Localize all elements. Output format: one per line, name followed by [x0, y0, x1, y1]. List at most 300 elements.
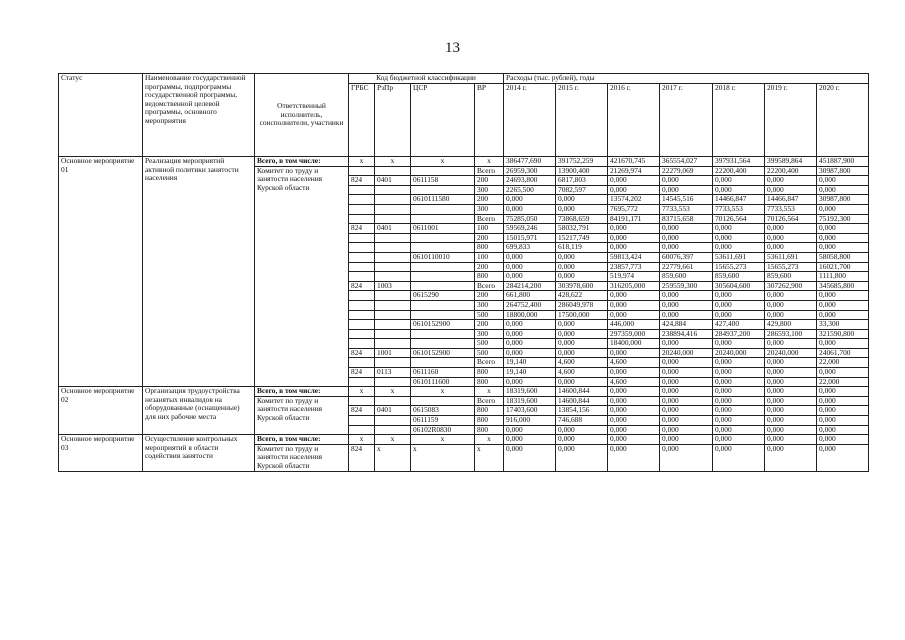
- value-cell: 0,000: [817, 425, 869, 435]
- rzpr-cell: х: [375, 387, 411, 397]
- csr-cell: 0610152900: [411, 348, 475, 358]
- value-cell: 0,000: [556, 262, 608, 272]
- csr-cell: [411, 272, 475, 282]
- value-cell: 4,600: [608, 377, 660, 387]
- grbs-cell: [349, 243, 375, 253]
- value-cell: 13854,156: [556, 406, 608, 416]
- value-cell: 58032,791: [556, 224, 608, 234]
- value-cell: 0,000: [817, 396, 869, 406]
- name-cell: Организация трудоустройства незанятых инвалидов на оборудованные (оснащенные) для них рабочие места: [143, 387, 255, 435]
- value-cell: 0,000: [765, 387, 817, 397]
- vr-cell: 500: [475, 310, 504, 320]
- value-cell: 286593,100: [765, 329, 817, 339]
- value-cell: 321590,800: [817, 329, 869, 339]
- value-cell: 427,400: [713, 320, 765, 330]
- vr-cell: 500: [475, 348, 504, 358]
- value-cell: 0,000: [765, 233, 817, 243]
- csr-cell: 0610152900: [411, 320, 475, 330]
- value-cell: 0,000: [608, 233, 660, 243]
- header-year: 2020 г.: [817, 84, 869, 157]
- vr-cell: 200: [475, 320, 504, 330]
- value-cell: 0,000: [556, 272, 608, 282]
- grbs-cell: 824: [349, 224, 375, 234]
- value-cell: 58058,800: [817, 252, 869, 262]
- rzpr-cell: 0401: [375, 406, 411, 416]
- rzpr-cell: 0401: [375, 176, 411, 186]
- value-cell: 0,000: [713, 368, 765, 378]
- value-cell: 0,000: [660, 396, 713, 406]
- vr-cell: 800: [475, 425, 504, 435]
- status-cell: Основное мероприятие 02: [59, 387, 143, 435]
- rzpr-cell: [375, 214, 411, 224]
- grbs-cell: [349, 166, 375, 176]
- value-cell: 22,000: [817, 358, 869, 368]
- csr-cell: [411, 214, 475, 224]
- grbs-cell: [349, 329, 375, 339]
- rzpr-cell: [375, 300, 411, 310]
- value-cell: 424,884: [660, 320, 713, 330]
- grbs-cell: 824: [349, 176, 375, 186]
- grbs-cell: [349, 185, 375, 195]
- rzpr-cell: [375, 262, 411, 272]
- value-cell: 22279,069: [660, 166, 713, 176]
- value-cell: 0,000: [660, 425, 713, 435]
- table-body: [59, 157, 869, 472]
- rzpr-cell: 1003: [375, 281, 411, 291]
- csr-cell: 0611160: [411, 368, 475, 378]
- header-year: 2015 г.: [556, 84, 608, 157]
- value-cell: 14545,516: [660, 195, 713, 205]
- grbs-cell: х: [349, 435, 375, 445]
- value-cell: 4,600: [556, 358, 608, 368]
- value-cell: 0,000: [765, 425, 817, 435]
- vr-cell: 800: [475, 243, 504, 253]
- value-cell: 7695,772: [608, 204, 660, 214]
- value-cell: 0,000: [504, 320, 556, 330]
- vr-cell: 200: [475, 291, 504, 301]
- value-cell: 0,000: [608, 425, 660, 435]
- vr-cell: х: [475, 157, 504, 167]
- value-cell: 13900,400: [556, 166, 608, 176]
- value-cell: 0,000: [713, 435, 765, 445]
- value-cell: 386477,690: [504, 157, 556, 167]
- grbs-cell: [349, 233, 375, 243]
- value-cell: 0,000: [713, 176, 765, 186]
- status-cell: Основное мероприятие 01: [59, 157, 143, 387]
- value-cell: 60076,397: [660, 252, 713, 262]
- csr-cell: 0615290: [411, 291, 475, 301]
- value-cell: 4,600: [608, 358, 660, 368]
- value-cell: 0,000: [817, 185, 869, 195]
- header-vr: ВР: [475, 84, 504, 157]
- vr-cell: Всего: [475, 281, 504, 291]
- value-cell: 0,000: [713, 387, 765, 397]
- grbs-cell: [349, 425, 375, 435]
- grbs-cell: [349, 195, 375, 205]
- header-grbs: ГРБС: [349, 84, 375, 157]
- status-cell: Основное мероприятие 03: [59, 435, 143, 471]
- responsible-total-cell: Всего, в том числе:: [255, 387, 349, 397]
- value-cell: 15015,971: [504, 233, 556, 243]
- csr-cell: [411, 329, 475, 339]
- csr-cell: 0611001: [411, 224, 475, 234]
- value-cell: 0,000: [608, 396, 660, 406]
- value-cell: 0,000: [765, 310, 817, 320]
- grbs-cell: [349, 416, 375, 426]
- value-cell: 0,000: [504, 377, 556, 387]
- value-cell: 0,000: [660, 368, 713, 378]
- grbs-cell: [349, 272, 375, 282]
- value-cell: 0,000: [817, 300, 869, 310]
- vr-cell: 200: [475, 176, 504, 186]
- value-cell: 307262,900: [765, 281, 817, 291]
- value-cell: 14466,847: [713, 195, 765, 205]
- value-cell: 0,000: [817, 291, 869, 301]
- value-cell: 661,800: [504, 291, 556, 301]
- grbs-cell: 824: [349, 444, 375, 471]
- value-cell: 1111,800: [817, 272, 869, 282]
- grbs-cell: 824: [349, 281, 375, 291]
- value-cell: 83715,658: [660, 214, 713, 224]
- value-cell: 0,000: [504, 339, 556, 349]
- csr-cell: [411, 204, 475, 214]
- value-cell: 365554,027: [660, 157, 713, 167]
- header-year: 2017 г.: [660, 84, 713, 157]
- value-cell: 7733,553: [765, 204, 817, 214]
- header-year: 2016 г.: [608, 84, 660, 157]
- value-cell: 618,119: [556, 243, 608, 253]
- value-cell: 22200,400: [765, 166, 817, 176]
- value-cell: 0,000: [713, 339, 765, 349]
- csr-cell: [411, 358, 475, 368]
- value-cell: 0,000: [713, 425, 765, 435]
- vr-cell: 100: [475, 252, 504, 262]
- value-cell: 23857,773: [608, 262, 660, 272]
- value-cell: 399589,864: [765, 157, 817, 167]
- rzpr-cell: 1001: [375, 348, 411, 358]
- value-cell: 0,000: [504, 204, 556, 214]
- value-cell: 0,000: [660, 224, 713, 234]
- value-cell: 0,000: [817, 444, 869, 471]
- value-cell: 303978,600: [556, 281, 608, 291]
- value-cell: 0,000: [504, 425, 556, 435]
- vr-cell: х: [475, 435, 504, 445]
- value-cell: 264752,400: [504, 300, 556, 310]
- grbs-cell: [349, 310, 375, 320]
- value-cell: 18400,000: [608, 339, 660, 349]
- value-cell: 70126,564: [765, 214, 817, 224]
- value-cell: 0,000: [765, 435, 817, 445]
- responsible-total-cell: Всего, в том числе:: [255, 157, 349, 167]
- value-cell: 20240,000: [660, 348, 713, 358]
- value-cell: 0,000: [660, 300, 713, 310]
- header-code-group: Код бюджетной классификации: [349, 74, 504, 84]
- rzpr-cell: [375, 272, 411, 282]
- value-cell: 0,000: [713, 243, 765, 253]
- value-cell: 0,000: [660, 243, 713, 253]
- value-cell: 15655,273: [713, 262, 765, 272]
- value-cell: 0,000: [660, 233, 713, 243]
- rzpr-cell: [375, 166, 411, 176]
- grbs-cell: [349, 214, 375, 224]
- rzpr-cell: [375, 329, 411, 339]
- value-cell: 24061,700: [817, 348, 869, 358]
- vr-cell: 200: [475, 262, 504, 272]
- value-cell: 0,000: [765, 377, 817, 387]
- value-cell: 0,000: [608, 300, 660, 310]
- value-cell: 20240,000: [765, 348, 817, 358]
- rzpr-cell: 0401: [375, 224, 411, 234]
- rzpr-cell: х: [375, 444, 411, 471]
- rzpr-cell: [375, 233, 411, 243]
- value-cell: 0,000: [608, 435, 660, 445]
- csr-cell: 0610111600: [411, 377, 475, 387]
- value-cell: 0,000: [817, 406, 869, 416]
- value-cell: 19,140: [504, 358, 556, 368]
- value-cell: 24693,800: [504, 176, 556, 186]
- csr-cell: [411, 243, 475, 253]
- responsible-cell: Комитет по труду и занятости населения Курской области: [255, 166, 349, 387]
- rzpr-cell: [375, 358, 411, 368]
- grbs-cell: [349, 252, 375, 262]
- csr-cell: 0615083: [411, 406, 475, 416]
- vr-cell: 100: [475, 224, 504, 234]
- value-cell: 30987,800: [817, 166, 869, 176]
- value-cell: 0,000: [817, 224, 869, 234]
- value-cell: 0,000: [556, 444, 608, 471]
- value-cell: 238894,416: [660, 329, 713, 339]
- value-cell: 59813,424: [608, 252, 660, 262]
- header-year: 2019 г.: [765, 84, 817, 157]
- vr-cell: Всего: [475, 166, 504, 176]
- value-cell: 0,000: [817, 233, 869, 243]
- value-cell: 0,000: [504, 252, 556, 262]
- value-cell: 18319,600: [504, 387, 556, 397]
- value-cell: 0,000: [504, 272, 556, 282]
- value-cell: 0,000: [765, 358, 817, 368]
- value-cell: 0,000: [817, 416, 869, 426]
- value-cell: 0,000: [608, 406, 660, 416]
- value-cell: 0,000: [608, 291, 660, 301]
- value-cell: 0,000: [556, 252, 608, 262]
- responsible-cell: Комитет по труду и занятости населения Курской области: [255, 444, 349, 471]
- value-cell: 316205,000: [608, 281, 660, 291]
- value-cell: 0,000: [765, 368, 817, 378]
- value-cell: 0,000: [817, 310, 869, 320]
- value-cell: 59569,246: [504, 224, 556, 234]
- value-cell: 0,000: [608, 348, 660, 358]
- grbs-cell: [349, 300, 375, 310]
- vr-cell: 800: [475, 272, 504, 282]
- responsible-cell: Комитет по труду и занятости населения Курской области: [255, 396, 349, 434]
- value-cell: 6817,803: [556, 176, 608, 186]
- value-cell: 0,000: [660, 387, 713, 397]
- value-cell: 0,000: [660, 310, 713, 320]
- value-cell: 0,000: [713, 358, 765, 368]
- value-cell: 0,000: [713, 300, 765, 310]
- csr-cell: х: [411, 157, 475, 167]
- value-cell: 0,000: [765, 291, 817, 301]
- grbs-cell: 824: [349, 348, 375, 358]
- vr-cell: 800: [475, 416, 504, 426]
- csr-cell: [411, 166, 475, 176]
- value-cell: 746,688: [556, 416, 608, 426]
- rzpr-cell: [375, 339, 411, 349]
- header-row-1: [59, 74, 869, 84]
- value-cell: 0,000: [713, 310, 765, 320]
- value-cell: 0,000: [504, 195, 556, 205]
- csr-cell: 06102R0830: [411, 425, 475, 435]
- value-cell: 0,000: [817, 204, 869, 214]
- value-cell: 75192,300: [817, 214, 869, 224]
- value-cell: 0,000: [660, 291, 713, 301]
- value-cell: 0,000: [660, 435, 713, 445]
- value-cell: 0,000: [504, 329, 556, 339]
- value-cell: 0,000: [608, 416, 660, 426]
- value-cell: 0,000: [556, 195, 608, 205]
- value-cell: 0,000: [765, 176, 817, 186]
- value-cell: 0,000: [608, 444, 660, 471]
- value-cell: 0,000: [504, 348, 556, 358]
- vr-cell: 800: [475, 368, 504, 378]
- csr-cell: 0610110010: [411, 252, 475, 262]
- header-year: 2018 г.: [713, 84, 765, 157]
- value-cell: 75285,050: [504, 214, 556, 224]
- value-cell: 421670,745: [608, 157, 660, 167]
- grbs-cell: 824: [349, 368, 375, 378]
- responsible-total-cell: Всего, в том числе:: [255, 435, 349, 445]
- value-cell: 53611,691: [765, 252, 817, 262]
- value-cell: 859,600: [765, 272, 817, 282]
- value-cell: 0,000: [765, 300, 817, 310]
- name-cell: Осуществление контрольных мероприятий в области содействия занятости: [143, 435, 255, 471]
- rzpr-cell: х: [375, 157, 411, 167]
- value-cell: 0,000: [817, 435, 869, 445]
- rzpr-cell: [375, 204, 411, 214]
- vr-cell: 500: [475, 339, 504, 349]
- grbs-cell: [349, 262, 375, 272]
- grbs-cell: [349, 358, 375, 368]
- value-cell: 26959,300: [504, 166, 556, 176]
- rzpr-cell: 0113: [375, 368, 411, 378]
- value-cell: 0,000: [765, 339, 817, 349]
- value-cell: 0,000: [817, 368, 869, 378]
- value-cell: 0,000: [713, 291, 765, 301]
- value-cell: 0,000: [765, 243, 817, 253]
- csr-cell: [411, 300, 475, 310]
- rzpr-cell: [375, 416, 411, 426]
- value-cell: 0,000: [660, 339, 713, 349]
- value-cell: 21269,974: [608, 166, 660, 176]
- rzpr-cell: [375, 377, 411, 387]
- value-cell: 14600,844: [556, 387, 608, 397]
- value-cell: 0,000: [608, 185, 660, 195]
- value-cell: 13574,202: [608, 195, 660, 205]
- rzpr-cell: [375, 425, 411, 435]
- value-cell: 0,000: [713, 444, 765, 471]
- grbs-cell: х: [349, 387, 375, 397]
- value-cell: 0,000: [608, 243, 660, 253]
- rzpr-cell: [375, 243, 411, 253]
- value-cell: 0,000: [660, 185, 713, 195]
- value-cell: 0,000: [713, 406, 765, 416]
- header-expenses-group: Расходы (тыс. рублей), годы: [504, 74, 869, 84]
- value-cell: 33,300: [817, 320, 869, 330]
- value-cell: 0,000: [556, 329, 608, 339]
- value-cell: 397931,564: [713, 157, 765, 167]
- budget-table: [58, 73, 869, 472]
- vr-cell: х: [475, 387, 504, 397]
- vr-cell: 300: [475, 329, 504, 339]
- value-cell: 0,000: [556, 339, 608, 349]
- header-rzpr: РзПр: [375, 84, 411, 157]
- value-cell: 699,833: [504, 243, 556, 253]
- value-cell: 0,000: [765, 185, 817, 195]
- value-cell: 859,600: [660, 272, 713, 282]
- rzpr-cell: [375, 396, 411, 406]
- value-cell: 0,000: [556, 377, 608, 387]
- value-cell: 0,000: [556, 320, 608, 330]
- value-cell: 20240,000: [713, 348, 765, 358]
- csr-cell: 0610111580: [411, 195, 475, 205]
- value-cell: 0,000: [713, 396, 765, 406]
- value-cell: 284214,200: [504, 281, 556, 291]
- value-cell: 259559,300: [660, 281, 713, 291]
- value-cell: 16021,700: [817, 262, 869, 272]
- csr-cell: 0611158: [411, 176, 475, 186]
- value-cell: 0,000: [660, 377, 713, 387]
- value-cell: 0,000: [713, 416, 765, 426]
- csr-cell: х: [411, 387, 475, 397]
- name-cell: Реализация мероприятий активной политики занятости населения: [143, 157, 255, 387]
- value-cell: 0,000: [608, 176, 660, 186]
- rzpr-cell: [375, 320, 411, 330]
- table-row: [59, 157, 869, 167]
- value-cell: 0,000: [817, 176, 869, 186]
- grbs-cell: [349, 396, 375, 406]
- table-row: [59, 435, 869, 445]
- value-cell: 19,140: [504, 368, 556, 378]
- csr-cell: [411, 396, 475, 406]
- csr-cell: [411, 262, 475, 272]
- value-cell: 17403,600: [504, 406, 556, 416]
- value-cell: 286049,978: [556, 300, 608, 310]
- value-cell: 0,000: [765, 406, 817, 416]
- value-cell: 859,600: [713, 272, 765, 282]
- value-cell: 14600,844: [556, 396, 608, 406]
- value-cell: 0,000: [660, 176, 713, 186]
- value-cell: 0,000: [556, 435, 608, 445]
- value-cell: 0,000: [713, 185, 765, 195]
- vr-cell: х: [475, 444, 504, 471]
- value-cell: 0,000: [765, 444, 817, 471]
- vr-cell: 800: [475, 377, 504, 387]
- value-cell: 7733,553: [660, 204, 713, 214]
- value-cell: 916,000: [504, 416, 556, 426]
- grbs-cell: [349, 377, 375, 387]
- value-cell: 391752,259: [556, 157, 608, 167]
- value-cell: 84191,171: [608, 214, 660, 224]
- grbs-cell: [349, 320, 375, 330]
- csr-cell: [411, 310, 475, 320]
- value-cell: 0,000: [504, 444, 556, 471]
- grbs-cell: х: [349, 157, 375, 167]
- value-cell: 305604,600: [713, 281, 765, 291]
- value-cell: 0,000: [660, 406, 713, 416]
- value-cell: 15217,749: [556, 233, 608, 243]
- value-cell: 0,000: [608, 224, 660, 234]
- vr-cell: 200: [475, 233, 504, 243]
